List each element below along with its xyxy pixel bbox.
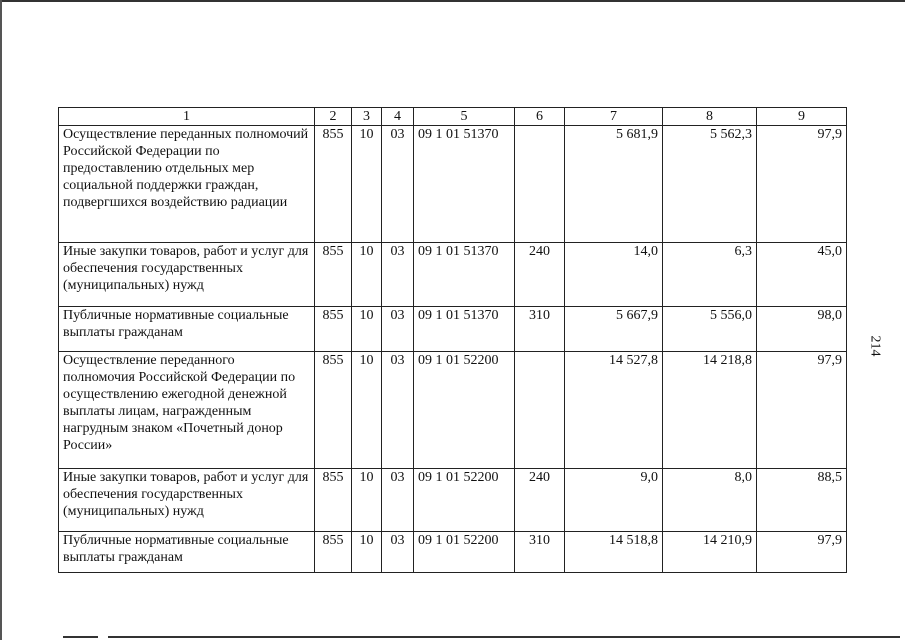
grbs-cell: 855 (315, 243, 352, 307)
grbs-cell: 855 (315, 126, 352, 243)
plan-cell: 5 681,9 (565, 126, 663, 243)
csr-cell: 09 1 01 51370 (414, 307, 515, 352)
grbs-cell: 855 (315, 307, 352, 352)
row-name-cell: Иные закупки товаров, работ и услуг для обеспечения государственных (муниципальных) нужд (59, 243, 315, 307)
table-row (59, 352, 847, 469)
plan-cell: 9,0 (565, 469, 663, 532)
header-cell: 5 (414, 108, 515, 126)
rz-cell: 10 (352, 532, 382, 573)
rz-cell: 10 (352, 469, 382, 532)
rz-cell: 10 (352, 243, 382, 307)
grbs-cell: 855 (315, 469, 352, 532)
pr-cell: 03 (382, 352, 414, 469)
fact-cell: 6,3 (663, 243, 757, 307)
header-cell: 1 (59, 108, 315, 126)
row-name-cell: Публичные нормативные социальные выплаты гражданам (59, 532, 315, 573)
header-cell: 4 (382, 108, 414, 126)
fact-cell: 14 218,8 (663, 352, 757, 469)
table-row (59, 243, 847, 307)
fact-cell: 8,0 (663, 469, 757, 532)
table-row (59, 532, 847, 573)
pr-cell: 03 (382, 532, 414, 573)
table-row (59, 126, 847, 243)
plan-cell: 14,0 (565, 243, 663, 307)
plan-cell: 5 667,9 (565, 307, 663, 352)
header-cell: 8 (663, 108, 757, 126)
rz-cell: 10 (352, 352, 382, 469)
header-row (59, 108, 847, 126)
pr-cell: 03 (382, 307, 414, 352)
percent-cell: 98,0 (757, 307, 847, 352)
grbs-cell: 855 (315, 532, 352, 573)
header-cell: 9 (757, 108, 847, 126)
plan-cell: 14 527,8 (565, 352, 663, 469)
vr-cell: 310 (515, 532, 565, 573)
rz-cell: 10 (352, 126, 382, 243)
bottom-rule-long (108, 636, 900, 638)
fact-cell: 14 210,9 (663, 532, 757, 573)
pr-cell: 03 (382, 243, 414, 307)
fact-cell: 5 562,3 (663, 126, 757, 243)
page-border-left (0, 0, 2, 640)
pr-cell: 03 (382, 126, 414, 243)
row-name-cell: Осуществление переданного полномочия Российской Федерации по осуществлению ежегодной денежной выплаты лицам, награжденным нагрудным знаком «Почетный донор России» (59, 352, 315, 469)
csr-cell: 09 1 01 51370 (414, 126, 515, 243)
fact-cell: 5 556,0 (663, 307, 757, 352)
vr-cell (515, 126, 565, 243)
percent-cell: 97,9 (757, 126, 847, 243)
csr-cell: 09 1 01 51370 (414, 243, 515, 307)
pr-cell: 03 (382, 469, 414, 532)
page-border-top (0, 0, 905, 2)
page-number: 214 (867, 335, 883, 357)
table-row (59, 307, 847, 352)
percent-cell: 97,9 (757, 352, 847, 469)
vr-cell: 240 (515, 243, 565, 307)
row-name-cell: Осуществление переданных полномочий Российской Федерации по предоставлению отдельных мер социальной поддержки граждан, подвергшихся воздействию радиации (59, 126, 315, 243)
header-cell: 7 (565, 108, 663, 126)
vr-cell (515, 352, 565, 469)
csr-cell: 09 1 01 52200 (414, 532, 515, 573)
budget-table (58, 107, 847, 573)
grbs-cell: 855 (315, 352, 352, 469)
percent-cell: 88,5 (757, 469, 847, 532)
vr-cell: 310 (515, 307, 565, 352)
rz-cell: 10 (352, 307, 382, 352)
percent-cell: 45,0 (757, 243, 847, 307)
percent-cell: 97,9 (757, 532, 847, 573)
plan-cell: 14 518,8 (565, 532, 663, 573)
vr-cell: 240 (515, 469, 565, 532)
csr-cell: 09 1 01 52200 (414, 352, 515, 469)
row-name-cell: Публичные нормативные социальные выплаты гражданам (59, 307, 315, 352)
row-name-cell: Иные закупки товаров, работ и услуг для обеспечения государственных (муниципальных) нужд (59, 469, 315, 532)
table-row (59, 469, 847, 532)
csr-cell: 09 1 01 52200 (414, 469, 515, 532)
header-cell: 3 (352, 108, 382, 126)
header-cell: 2 (315, 108, 352, 126)
bottom-rule-short (63, 636, 98, 638)
header-cell: 6 (515, 108, 565, 126)
